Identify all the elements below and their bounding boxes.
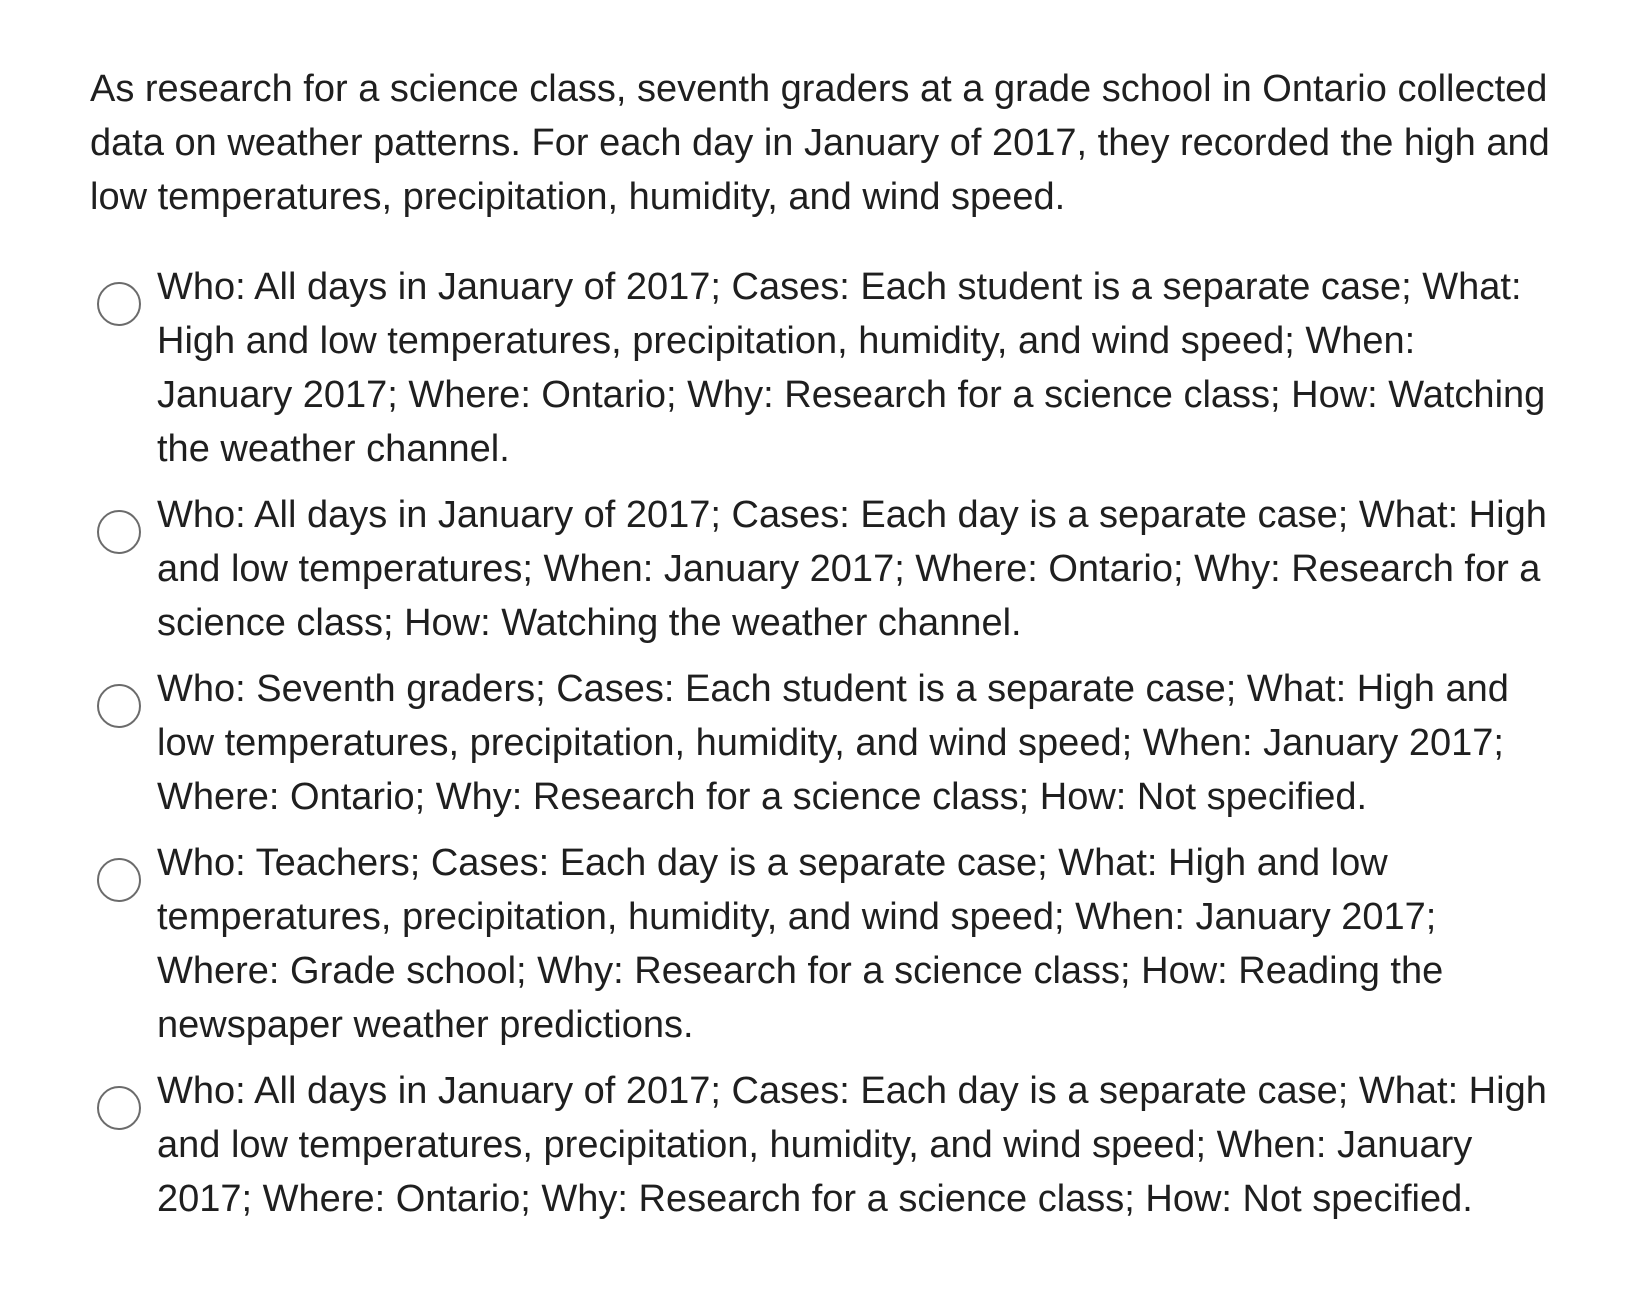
answer-option-label[interactable]: Who: All days in January of 2017; Cases: Each student is a separate case; What: High and low temperatures, precipitation, humidity, and wind speed; When: January 2017; Where: Ontario; Why: Research for a science class; How: Watching the weather channel.	[157, 266, 1546, 470]
answer-option-label[interactable]: Who: All days in January of 2017; Cases: Each day is a separate case; What: High and low temperatures, precipitation, humidity, and wind speed; When: January 2017; Where: Ontario; Why: Research for a science class; How: Not specified.	[157, 1070, 1547, 1220]
answer-option-2[interactable]	[0, 488, 1636, 650]
answer-option-1[interactable]	[0, 260, 1636, 476]
answer-options	[0, 260, 1636, 1238]
radio-button-icon[interactable]	[97, 1086, 141, 1130]
answer-option-label[interactable]: Who: Seventh graders; Cases: Each student is a separate case; What: High and low temperatures, precipitation, humidity, and wind speed; When: January 2017; Where: Ontario; Why: Research for a science class; How: Not specified.	[157, 668, 1509, 818]
answer-option-4[interactable]	[0, 836, 1636, 1052]
radio-button-icon[interactable]	[97, 684, 141, 728]
question-text: As research for a science class, seventh graders at a grade school in Ontario collected data on weather patterns. For each day in January of 2017, they recorded the high and low temperatures, precipitation, humidity, and wind speed.	[90, 68, 1550, 218]
radio-button-icon[interactable]	[97, 858, 141, 902]
answer-option-3[interactable]	[0, 662, 1636, 824]
answer-option-label[interactable]: Who: All days in January of 2017; Cases: Each day is a separate case; What: High and low temperatures; When: January 2017; Where: Ontario; Why: Research for a science class; How: Watching the weather channel.	[157, 494, 1547, 644]
answer-option-5[interactable]	[0, 1064, 1636, 1226]
radio-button-icon[interactable]	[97, 510, 141, 554]
radio-button-icon[interactable]	[97, 282, 141, 326]
answer-option-label[interactable]: Who: Teachers; Cases: Each day is a separate case; What: High and low temperatures, precipitation, humidity, and wind speed; When: January 2017; Where: Grade school; Why: Research for a science class; How: Reading the newspaper weather predictions.	[157, 842, 1444, 1046]
